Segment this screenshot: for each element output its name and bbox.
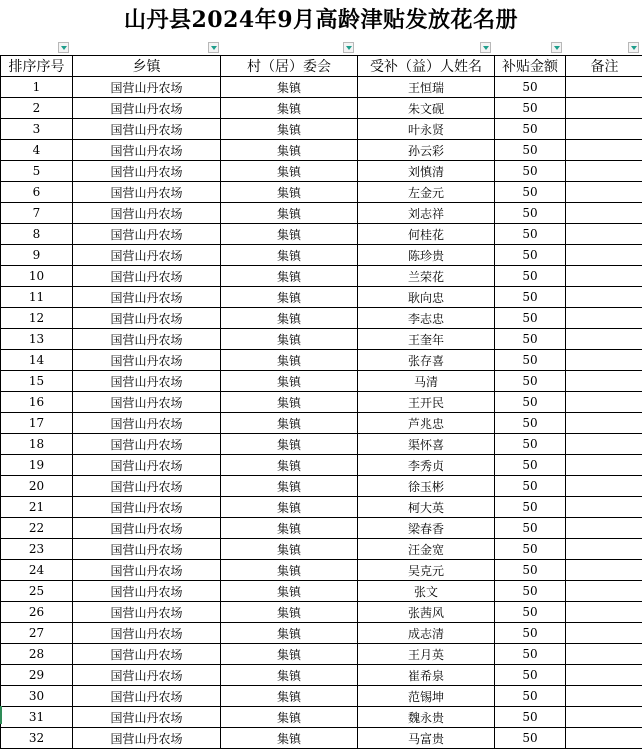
cell-amount[interactable]: 50	[495, 518, 566, 539]
cell-committee[interactable]: 集镇	[221, 707, 358, 728]
table-row	[1, 560, 642, 581]
cell-township[interactable]: 国营山丹农场	[73, 434, 221, 455]
column-header-recipient[interactable]: 受补（益）人姓名	[358, 56, 495, 77]
cell-seq[interactable]: 14	[1, 350, 73, 371]
cell-township[interactable]: 国营山丹农场	[73, 245, 221, 266]
table-row	[1, 602, 642, 623]
column-header-seq[interactable]: 排序序号	[1, 56, 73, 77]
cell-remarks[interactable]	[566, 371, 642, 392]
table-row	[1, 434, 642, 455]
cell-township[interactable]: 国营山丹农场	[73, 392, 221, 413]
filter-dropdown-icon[interactable]	[343, 42, 354, 53]
cell-seq[interactable]: 4	[1, 140, 73, 161]
cell-recipient[interactable]: 徐玉彬	[358, 476, 495, 497]
cell-amount[interactable]: 50	[495, 224, 566, 245]
cell-recipient[interactable]: 马富贵	[358, 728, 495, 749]
cell-remarks[interactable]	[566, 686, 642, 707]
cell-recipient[interactable]: 李志忠	[358, 308, 495, 329]
cell-seq[interactable]: 5	[1, 161, 73, 182]
cell-committee[interactable]: 集镇	[221, 98, 358, 119]
cell-amount[interactable]: 50	[495, 266, 566, 287]
cell-amount[interactable]: 50	[495, 707, 566, 728]
cell-seq[interactable]: 13	[1, 329, 73, 350]
cell-recipient[interactable]: 成志清	[358, 623, 495, 644]
table-row	[1, 413, 642, 434]
cell-committee[interactable]: 集镇	[221, 224, 358, 245]
cell-seq[interactable]: 31	[1, 707, 73, 728]
cell-remarks[interactable]	[566, 308, 642, 329]
cell-township[interactable]: 国营山丹农场	[73, 77, 221, 98]
table-row	[1, 203, 642, 224]
cell-seq[interactable]: 2	[1, 98, 73, 119]
cell-township[interactable]: 国营山丹农场	[73, 686, 221, 707]
cell-township[interactable]: 国营山丹农场	[73, 140, 221, 161]
cell-recipient[interactable]: 范锡坤	[358, 686, 495, 707]
cell-seq[interactable]: 20	[1, 476, 73, 497]
cell-township[interactable]: 国营山丹农场	[73, 644, 221, 665]
table-row	[1, 665, 642, 686]
cell-seq[interactable]: 9	[1, 245, 73, 266]
cell-committee[interactable]: 集镇	[221, 644, 358, 665]
cell-recipient[interactable]: 王奎年	[358, 329, 495, 350]
column-header-committee[interactable]: 村（居）委会	[221, 56, 358, 77]
cell-committee[interactable]: 集镇	[221, 665, 358, 686]
cell-recipient[interactable]: 刘慎清	[358, 161, 495, 182]
cell-recipient[interactable]: 叶永贤	[358, 119, 495, 140]
cell-recipient[interactable]: 柯大英	[358, 497, 495, 518]
cell-township[interactable]: 国营山丹农场	[73, 581, 221, 602]
table-row	[1, 77, 642, 98]
filter-row	[0, 41, 642, 55]
cell-township[interactable]: 国营山丹农场	[73, 623, 221, 644]
cell-seq[interactable]: 7	[1, 203, 73, 224]
cell-township[interactable]: 国营山丹农场	[73, 560, 221, 581]
cell-remarks[interactable]	[566, 434, 642, 455]
cell-seq[interactable]: 12	[1, 308, 73, 329]
cell-recipient[interactable]: 朱文砚	[358, 98, 495, 119]
cell-remarks[interactable]	[566, 350, 642, 371]
filter-dropdown-icon[interactable]	[628, 42, 639, 53]
cell-township[interactable]: 国营山丹农场	[73, 539, 221, 560]
cell-committee[interactable]: 集镇	[221, 623, 358, 644]
cell-seq[interactable]: 15	[1, 371, 73, 392]
table-row	[1, 539, 642, 560]
cell-committee[interactable]: 集镇	[221, 413, 358, 434]
table-row	[1, 308, 642, 329]
table-row	[1, 581, 642, 602]
cell-amount[interactable]: 50	[495, 539, 566, 560]
cell-amount[interactable]: 50	[495, 245, 566, 266]
cell-committee[interactable]: 集镇	[221, 77, 358, 98]
cell-remarks[interactable]	[566, 329, 642, 350]
filter-dropdown-icon[interactable]	[58, 42, 69, 53]
filter-dropdown-icon[interactable]	[480, 42, 491, 53]
cell-remarks[interactable]	[566, 497, 642, 518]
cell-seq[interactable]: 11	[1, 287, 73, 308]
cell-amount[interactable]: 50	[495, 434, 566, 455]
cell-recipient[interactable]: 梁春香	[358, 518, 495, 539]
column-header-amount[interactable]: 补贴金额	[495, 56, 566, 77]
cell-recipient[interactable]: 耿向忠	[358, 287, 495, 308]
cell-committee[interactable]: 集镇	[221, 476, 358, 497]
cell-recipient[interactable]: 王月英	[358, 644, 495, 665]
header-row	[1, 56, 642, 77]
cell-remarks[interactable]	[566, 623, 642, 644]
cell-seq[interactable]: 27	[1, 623, 73, 644]
cell-township[interactable]: 国营山丹农场	[73, 371, 221, 392]
table-row	[1, 287, 642, 308]
cell-remarks[interactable]	[566, 161, 642, 182]
cell-remarks[interactable]	[566, 119, 642, 140]
cell-recipient[interactable]: 马清	[358, 371, 495, 392]
cell-committee[interactable]: 集镇	[221, 245, 358, 266]
table-row	[1, 518, 642, 539]
cell-remarks[interactable]	[566, 224, 642, 245]
table-row	[1, 140, 642, 161]
cell-amount[interactable]: 50	[495, 119, 566, 140]
cell-amount[interactable]: 50	[495, 350, 566, 371]
cell-township[interactable]: 国营山丹农场	[73, 287, 221, 308]
cell-township[interactable]: 国营山丹农场	[73, 707, 221, 728]
table-row	[1, 224, 642, 245]
cell-seq[interactable]: 10	[1, 266, 73, 287]
table-row	[1, 728, 642, 749]
cell-township[interactable]: 国营山丹农场	[73, 350, 221, 371]
cell-committee[interactable]: 集镇	[221, 287, 358, 308]
table-row	[1, 686, 642, 707]
cell-seq[interactable]: 25	[1, 581, 73, 602]
cell-amount[interactable]: 50	[495, 287, 566, 308]
cell-recipient[interactable]: 刘志祥	[358, 203, 495, 224]
cell-seq[interactable]: 1	[1, 77, 73, 98]
cell-committee[interactable]: 集镇	[221, 329, 358, 350]
cell-seq[interactable]: 18	[1, 434, 73, 455]
table-row	[1, 329, 642, 350]
cell-township[interactable]: 国营山丹农场	[73, 266, 221, 287]
filter-dropdown-icon[interactable]	[208, 42, 219, 53]
cell-township[interactable]: 国营山丹农场	[73, 329, 221, 350]
cell-amount[interactable]: 50	[495, 308, 566, 329]
table-row	[1, 98, 642, 119]
cell-recipient[interactable]: 何桂花	[358, 224, 495, 245]
cell-remarks[interactable]	[566, 266, 642, 287]
cell-recipient[interactable]: 张茜风	[358, 602, 495, 623]
cell-township[interactable]: 国营山丹农场	[73, 203, 221, 224]
cell-committee[interactable]: 集镇	[221, 518, 358, 539]
cell-remarks[interactable]	[566, 182, 642, 203]
cell-remarks[interactable]	[566, 413, 642, 434]
cell-amount[interactable]: 50	[495, 686, 566, 707]
cell-committee[interactable]: 集镇	[221, 455, 358, 476]
column-header-township[interactable]: 乡镇	[73, 56, 221, 77]
cell-amount[interactable]: 50	[495, 98, 566, 119]
cell-committee[interactable]: 集镇	[221, 371, 358, 392]
cell-seq[interactable]: 30	[1, 686, 73, 707]
cell-amount[interactable]: 50	[495, 602, 566, 623]
cell-recipient[interactable]: 陈珍贵	[358, 245, 495, 266]
cell-committee[interactable]: 集镇	[221, 728, 358, 749]
cell-township[interactable]: 国营山丹农场	[73, 518, 221, 539]
cell-remarks[interactable]	[566, 602, 642, 623]
cell-amount[interactable]: 50	[495, 329, 566, 350]
cell-recipient[interactable]: 汪金宽	[358, 539, 495, 560]
cell-amount[interactable]: 50	[495, 623, 566, 644]
table-row	[1, 644, 642, 665]
cell-committee[interactable]: 集镇	[221, 602, 358, 623]
cell-recipient[interactable]: 魏永贵	[358, 707, 495, 728]
cell-seq[interactable]: 21	[1, 497, 73, 518]
table-row	[1, 392, 642, 413]
cell-township[interactable]: 国营山丹农场	[73, 413, 221, 434]
cell-amount[interactable]: 50	[495, 371, 566, 392]
table-row	[1, 245, 642, 266]
cell-remarks[interactable]	[566, 287, 642, 308]
cell-township[interactable]: 国营山丹农场	[73, 476, 221, 497]
cell-recipient[interactable]: 王恒瑞	[358, 77, 495, 98]
column-header-remarks[interactable]: 备注	[566, 56, 642, 77]
table-row	[1, 161, 642, 182]
cell-remarks[interactable]	[566, 539, 642, 560]
row-selection-marker	[0, 706, 2, 724]
cell-amount[interactable]: 50	[495, 413, 566, 434]
cell-committee[interactable]: 集镇	[221, 539, 358, 560]
cell-amount[interactable]: 50	[495, 644, 566, 665]
cell-recipient[interactable]: 左金元	[358, 182, 495, 203]
cell-amount[interactable]: 50	[495, 665, 566, 686]
cell-remarks[interactable]	[566, 665, 642, 686]
cell-amount[interactable]: 50	[495, 392, 566, 413]
cell-amount[interactable]: 50	[495, 497, 566, 518]
cell-remarks[interactable]	[566, 707, 642, 728]
cell-seq[interactable]: 17	[1, 413, 73, 434]
cell-seq[interactable]: 24	[1, 560, 73, 581]
cell-remarks[interactable]	[566, 644, 642, 665]
cell-recipient[interactable]: 张文	[358, 581, 495, 602]
cell-remarks[interactable]	[566, 476, 642, 497]
cell-township[interactable]: 国营山丹农场	[73, 308, 221, 329]
cell-township[interactable]: 国营山丹农场	[73, 728, 221, 749]
table-row	[1, 476, 642, 497]
cell-township[interactable]: 国营山丹农场	[73, 497, 221, 518]
cell-remarks[interactable]	[566, 77, 642, 98]
cell-committee[interactable]: 集镇	[221, 560, 358, 581]
cell-recipient[interactable]: 渠怀喜	[358, 434, 495, 455]
cell-committee[interactable]: 集镇	[221, 392, 358, 413]
cell-committee[interactable]: 集镇	[221, 308, 358, 329]
table-row	[1, 497, 642, 518]
cell-seq[interactable]: 29	[1, 665, 73, 686]
cell-remarks[interactable]	[566, 560, 642, 581]
cell-amount[interactable]: 50	[495, 161, 566, 182]
table-row	[1, 350, 642, 371]
cell-seq[interactable]: 32	[1, 728, 73, 749]
cell-seq[interactable]: 19	[1, 455, 73, 476]
cell-recipient[interactable]: 张存喜	[358, 350, 495, 371]
cell-township[interactable]: 国营山丹农场	[73, 224, 221, 245]
table-row	[1, 707, 642, 728]
cell-committee[interactable]: 集镇	[221, 350, 358, 371]
cell-recipient[interactable]: 芦兆忠	[358, 413, 495, 434]
cell-seq[interactable]: 8	[1, 224, 73, 245]
cell-amount[interactable]: 50	[495, 77, 566, 98]
cell-seq[interactable]: 23	[1, 539, 73, 560]
cell-committee[interactable]: 集镇	[221, 119, 358, 140]
cell-remarks[interactable]	[566, 455, 642, 476]
cell-seq[interactable]: 28	[1, 644, 73, 665]
table-row	[1, 455, 642, 476]
cell-remarks[interactable]	[566, 203, 642, 224]
cell-remarks[interactable]	[566, 98, 642, 119]
cell-township[interactable]: 国营山丹农场	[73, 665, 221, 686]
cell-amount[interactable]: 50	[495, 455, 566, 476]
cell-recipient[interactable]: 王开民	[358, 392, 495, 413]
cell-seq[interactable]: 6	[1, 182, 73, 203]
cell-amount[interactable]: 50	[495, 140, 566, 161]
cell-committee[interactable]: 集镇	[221, 581, 358, 602]
cell-amount[interactable]: 50	[495, 581, 566, 602]
cell-remarks[interactable]	[566, 518, 642, 539]
cell-amount[interactable]: 50	[495, 560, 566, 581]
cell-recipient[interactable]: 崔希泉	[358, 665, 495, 686]
cell-amount[interactable]: 50	[495, 203, 566, 224]
cell-committee[interactable]: 集镇	[221, 203, 358, 224]
sheet-title: 山丹县2024年9月高龄津贴发放花名册	[123, 7, 519, 33]
cell-township[interactable]: 国营山丹农场	[73, 98, 221, 119]
table-row	[1, 623, 642, 644]
cell-committee[interactable]: 集镇	[221, 266, 358, 287]
cell-amount[interactable]: 50	[495, 182, 566, 203]
subsidy-table	[0, 55, 642, 749]
table-row	[1, 119, 642, 140]
cell-seq[interactable]: 3	[1, 119, 73, 140]
cell-township[interactable]: 国营山丹农场	[73, 602, 221, 623]
cell-township[interactable]: 国营山丹农场	[73, 119, 221, 140]
table-row	[1, 371, 642, 392]
cell-committee[interactable]: 集镇	[221, 161, 358, 182]
table-row	[1, 266, 642, 287]
cell-remarks[interactable]	[566, 140, 642, 161]
cell-seq[interactable]: 22	[1, 518, 73, 539]
cell-seq[interactable]: 16	[1, 392, 73, 413]
cell-amount[interactable]: 50	[495, 476, 566, 497]
table-body	[1, 77, 642, 749]
cell-recipient[interactable]: 吴克元	[358, 560, 495, 581]
cell-township[interactable]: 国营山丹农场	[73, 182, 221, 203]
cell-recipient[interactable]: 李秀贞	[358, 455, 495, 476]
cell-township[interactable]: 国营山丹农场	[73, 455, 221, 476]
cell-township[interactable]: 国营山丹农场	[73, 161, 221, 182]
filter-dropdown-icon[interactable]	[551, 42, 562, 53]
table-row	[1, 182, 642, 203]
cell-committee[interactable]: 集镇	[221, 497, 358, 518]
cell-remarks[interactable]	[566, 245, 642, 266]
cell-recipient[interactable]: 孙云彩	[358, 140, 495, 161]
cell-remarks[interactable]	[566, 392, 642, 413]
cell-seq[interactable]: 26	[1, 602, 73, 623]
cell-recipient[interactable]: 兰荣花	[358, 266, 495, 287]
cell-committee[interactable]: 集镇	[221, 434, 358, 455]
cell-remarks[interactable]	[566, 581, 642, 602]
cell-committee[interactable]: 集镇	[221, 686, 358, 707]
cell-committee[interactable]: 集镇	[221, 140, 358, 161]
cell-remarks[interactable]	[566, 728, 642, 749]
cell-amount[interactable]: 50	[495, 728, 566, 749]
cell-committee[interactable]: 集镇	[221, 182, 358, 203]
